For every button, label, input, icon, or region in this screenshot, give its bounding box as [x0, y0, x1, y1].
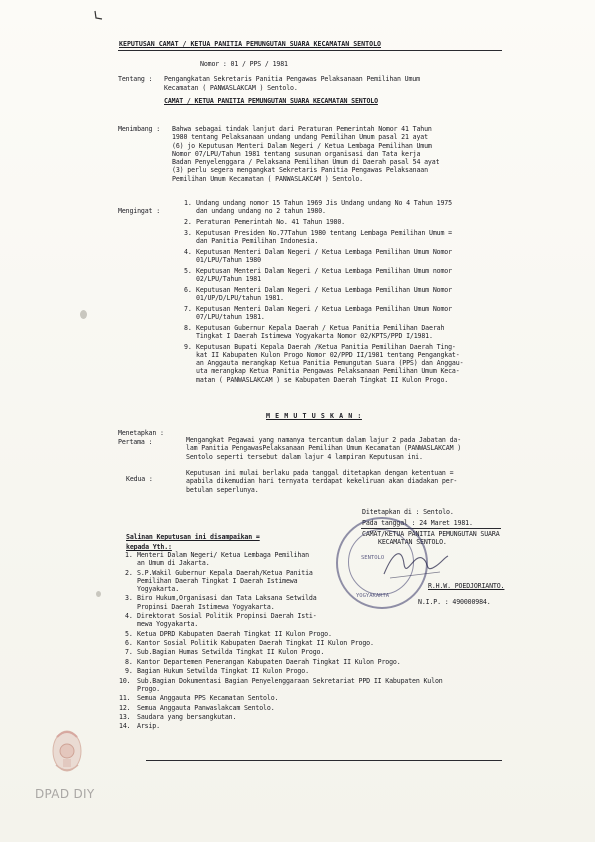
signatory-role: KECAMATAN SENTOLO.: [378, 538, 447, 546]
salinan-line: Arsip.: [137, 722, 160, 731]
salinan-item: [125, 639, 374, 647]
pertama-text: [186, 436, 461, 461]
kedua-line: apabila dikemudian hari ternyata terdapat kekeliruan akan diadakan per-: [186, 477, 458, 486]
salinan-item: [125, 629, 332, 638]
title-rule: [118, 50, 502, 51]
mengingat-line: Keputusan Presiden No.77Tahun 1980 tentang Lembaga Pemilihan Umum =: [196, 228, 452, 237]
pen-mark-icon: [94, 10, 103, 20]
mengingat-line: Keputusan Menteri Dalam Negeri / Ketua Lembaga Pemilihan Umum Nomor: [196, 285, 452, 294]
salinan-line: Sub.Bagian Humas Setwilda Tingkat II Kulon Progo.: [137, 648, 325, 657]
mengingat-item: [184, 323, 445, 340]
kedua-line: betulan seperlunya.: [186, 485, 259, 494]
date-of-issue: Pada tanggal : 24 Maret 1981.: [362, 519, 473, 527]
salinan-line: Yogyakarta.: [137, 585, 180, 593]
signatory-role: CAMAT/KETUA PANITIA PEMUNGUTAN SUARA: [362, 530, 500, 538]
salinan-number: 14.: [119, 722, 131, 731]
mengingat-number: 8.: [184, 323, 192, 332]
mengingat-item: [184, 266, 452, 283]
signatory-name: R.H.W. POEDJORIANTO.: [428, 582, 505, 590]
mengingat-line: 01/LPU/Tahun 1980: [196, 256, 261, 264]
kedua-line: Keputusan ini mulai berlaku pada tanggal ditetapkan dengan ketentuan =: [186, 469, 454, 477]
tentang-label: Tentang :: [118, 75, 153, 83]
menimbang-line: Bahwa sebagai tindak lanjut dari Peraturan Pemerintah Nomor 41 Tahun: [172, 125, 432, 133]
mengingat-line: Tingkat I Daerah Istimewa Yogyakarta Nomor 02/KPTS/PPD I/1981.: [196, 332, 433, 340]
salinan-line: Semua Anggauta PPS Kecamatan Sentolo.: [137, 694, 279, 703]
salinan-item: [119, 703, 275, 712]
mengingat-line: dan Panitia Pemilihan Indonesia.: [196, 237, 319, 245]
salinan-item: [125, 657, 401, 666]
mengingat-item: [184, 285, 452, 302]
place-of-issue: Ditetapkan di : Sentolo.: [362, 508, 454, 516]
salinan-line: Sub.Bagian Dokumentasi Bagian Penyelenggaraan Sekretariat PPD II Kabupaten Kulon: [137, 676, 443, 685]
pertama-line: Mengangkat Pegawai yang namanya tercantum dalam lajur 2 pada Jabatan da-: [186, 436, 462, 444]
menimbang-text: [172, 125, 439, 183]
salinan-line: Menteri Dalam Negeri/ Ketua Lembaga Pemilihan: [137, 551, 309, 559]
salinan-number: 3.: [125, 594, 133, 603]
mengingat-line: Keputusan Bupati Kepala Daerah /Ketua Panitia Pemilihan Daerah Ting-: [196, 342, 456, 351]
salinan-line: Ketua DPRD Kabupaten Daerah Tingkat II Kulon Progo.: [137, 629, 332, 638]
mengingat-label: Mengingat :: [118, 207, 161, 215]
pertama-line: lam Panitia PengawasPelaksanaan Pemilihan Umum Kecamatan (PANWASLAKCAM ): [186, 444, 462, 453]
mengingat-item: [184, 218, 345, 226]
salinan-number: 9.: [125, 667, 133, 676]
salinan-kepada: kepada Yth.:: [126, 543, 172, 551]
mengingat-item: [184, 247, 452, 264]
salinan-item: [125, 667, 309, 676]
mengingat-line: dan undang undang no 2 tahun 1980.: [196, 207, 326, 216]
mengingat-line: Peraturan Pemerintah No. 41 Tahun 1980.: [196, 218, 345, 226]
decree-number: Nomor : 01 / PPS / 1981: [200, 60, 288, 68]
kedua-text: [186, 469, 457, 494]
salinan-number: 13.: [119, 713, 131, 721]
salinan-line: an Umum di Jakarta.: [137, 559, 210, 568]
salinan-item: [125, 648, 325, 657]
mengingat-item: [184, 199, 452, 216]
mengingat-line: 07/LPU/tahun 1981.: [196, 313, 265, 321]
mengingat-line: matan ( PANWASLAKCAM ) se Kabupaten Daerah Tingkat II Kulon Progo.: [196, 375, 449, 384]
watermark-text: DPAD DIY: [35, 787, 95, 801]
mengingat-line: 01/UP/D/LPU/tahun 1981.: [196, 294, 284, 302]
salinan-line: S.P.Wakil Gubernur Kepala Daerah/Ketua Panitia: [137, 568, 313, 577]
kedua-label: Kedua :: [126, 475, 153, 483]
stamp-text-bottom: YOGYAKARTA: [356, 593, 390, 599]
menimbang-line: Badan Penyelenggara / Pelaksana Pemilihan Umum di Daerah pasal 54 ayat: [172, 158, 440, 167]
salinan-item: [125, 594, 317, 611]
tentang-line: Pengangkatan Sekretaris Panitia Pengawas Pelaksanaan Pemilihan Umum: [164, 75, 420, 83]
salinan-number: 11.: [119, 694, 131, 703]
salinan-line: Propinsi Daerah Istimewa Yogyakarta.: [137, 602, 275, 611]
salinan-number: 12.: [119, 703, 131, 712]
salinan-number: 2.: [125, 568, 133, 577]
salinan-line: Biro Hukum,Organisasi dan Tata Laksana Setwilda: [137, 594, 317, 603]
mengingat-line: an Anggauta merangkap Ketua Panitia Pemungutan Suara (PPS) dan Anggau-: [196, 359, 464, 368]
mengingat-item: [184, 342, 464, 384]
mengingat-number: 6.: [184, 285, 192, 294]
mengingat-item: [184, 304, 452, 321]
salinan-number: 4.: [125, 612, 133, 620]
mengingat-number: 1.: [184, 199, 192, 207]
mengingat-item: [184, 228, 452, 245]
salinan-item: [119, 722, 160, 731]
menetapkan-label: Menetapkan :: [118, 429, 164, 437]
salinan-line: Saudara yang bersangkutan.: [137, 713, 237, 721]
pertama-line: Sentolo seperti tersebut dalam lajur 4 lampiran Keputusan ini.: [186, 452, 423, 461]
salinan-item: [125, 568, 313, 594]
salinan-line: Kantor Sosial Politik Kabupaten Daerah Tingkat II Kulon Progo.: [137, 639, 374, 647]
salinan-number: 5.: [125, 629, 133, 638]
salinan-number: 10.: [119, 676, 131, 685]
pertama-label: Pertama :: [118, 438, 153, 446]
mengingat-number: 5.: [184, 266, 192, 275]
salinan-line: Progo.: [137, 684, 160, 693]
salinan-item: [125, 612, 317, 629]
memutuskan-heading: M E M U T U S K A N :: [266, 412, 362, 420]
salinan-number: 8.: [125, 657, 133, 666]
salinan-number: 6.: [125, 639, 133, 647]
document-title: KEPUTUSAN CAMAT / KETUA PANITIA PEMUNGUTAN SUARA KECAMATAN SENTOLO: [119, 40, 382, 48]
salinan-line: Bagian Hukum Setwilda Tingkat II Kulon Progo.: [137, 667, 309, 676]
salinan-line: Pemilihan Daerah Tingkat I Daerah Istimewa: [137, 576, 298, 585]
salinan-item: [119, 713, 237, 721]
dpad-emblem-icon: [50, 725, 84, 775]
salinan-line: Direktorat Sosial Politik Propinsi Daerah Isti-: [137, 612, 317, 620]
tentang-line: Kecamatan ( PANWASLAKCAM ) Sentolo.: [164, 84, 298, 92]
mengingat-number: 3.: [184, 228, 192, 237]
salinan-number: 1.: [125, 551, 133, 559]
mengingat-number: 2.: [184, 218, 192, 226]
signatory-nip: N.I.P. : 490000984.: [418, 598, 491, 606]
punch-hole-mark: [80, 310, 87, 319]
salinan-number: 7.: [125, 648, 133, 657]
menimbang-line: Nomor 07/LPU/Tahun 1981 tentang susunan organisasi dan Tata kerja: [172, 149, 421, 158]
mengingat-line: Keputusan Menteri Dalam Negeri / Ketua Lembaga Pemilihan Umum Nomor: [196, 304, 452, 313]
mengingat-line: 02/LPU/Tahun 1981: [196, 275, 261, 283]
mengingat-number: 4.: [184, 247, 192, 256]
issuer-heading: CAMAT / KETUA PANITIA PEMUNGUTAN SUARA KECAMATAN SENTOLO: [164, 97, 378, 105]
salinan-line: Semua Anggauta Panwaslakcam Sentolo.: [137, 703, 275, 712]
salinan-item: [119, 676, 443, 693]
mengingat-number: 7.: [184, 304, 192, 313]
salinan-line: mewa Yogyakarta.: [137, 620, 199, 629]
menimbang-line: (3) perlu segera mengangkat Sekretaris Panitia Pengawas Pelaksanaan: [172, 166, 428, 175]
closing-rule: [146, 760, 502, 761]
salinan-line: Kantor Departemen Penerangan Kabupaten Daerah Tingkat II Kulon Progo.: [137, 657, 401, 666]
menimbang-label: Menimbang :: [118, 125, 161, 133]
mengingat-line: Keputusan Menteri Dalam Negeri / Ketua Lembaga Pemilihan Umum nomor: [196, 266, 452, 275]
mengingat-number: 9.: [184, 342, 192, 351]
menimbang-line: Pemilihan Umum Kecamatan ( PANWASLAKCAM ) Sentolo.: [172, 174, 363, 183]
mengingat-line: uta merangkap Ketua Panitia Pengawas Pelaksanaan Pemilihan Umum Keca-: [196, 367, 460, 376]
salinan-item: [125, 551, 309, 568]
mengingat-line: Undang undang nomor 15 Tahun 1969 Jis Undang undang No 4 Tahun 1975: [196, 199, 452, 207]
mengingat-line: Keputusan Gubernur Kepala Daerah / Ketua Panitia Pemilihan Daerah: [196, 323, 445, 332]
mengingat-line: Keputusan Menteri Dalam Negeri / Ketua Lembaga Pemilihan Umum Nomor: [196, 247, 452, 256]
mengingat-line: kat II Kabupaten Kulon Progo Nomor 02/PPD II/1981 tentang Pengangkat-: [196, 351, 460, 359]
salinan-title: Salinan Keputusan ini disampaikan =: [126, 533, 260, 541]
stamp-text-middle: SENTOLO: [361, 555, 385, 561]
salinan-item: [119, 694, 279, 703]
menimbang-line: 1980 tentang Pelaksanaan undang undang Pemilihan Umum pasal 21 ayat: [172, 133, 428, 142]
menimbang-line: (6) jo Keputusan Menteri Dalam Negeri / Ketua Lembaga Pemilihan Umum: [172, 141, 432, 150]
handwritten-signature-icon: [380, 544, 450, 584]
punch-hole-mark: [96, 591, 101, 597]
